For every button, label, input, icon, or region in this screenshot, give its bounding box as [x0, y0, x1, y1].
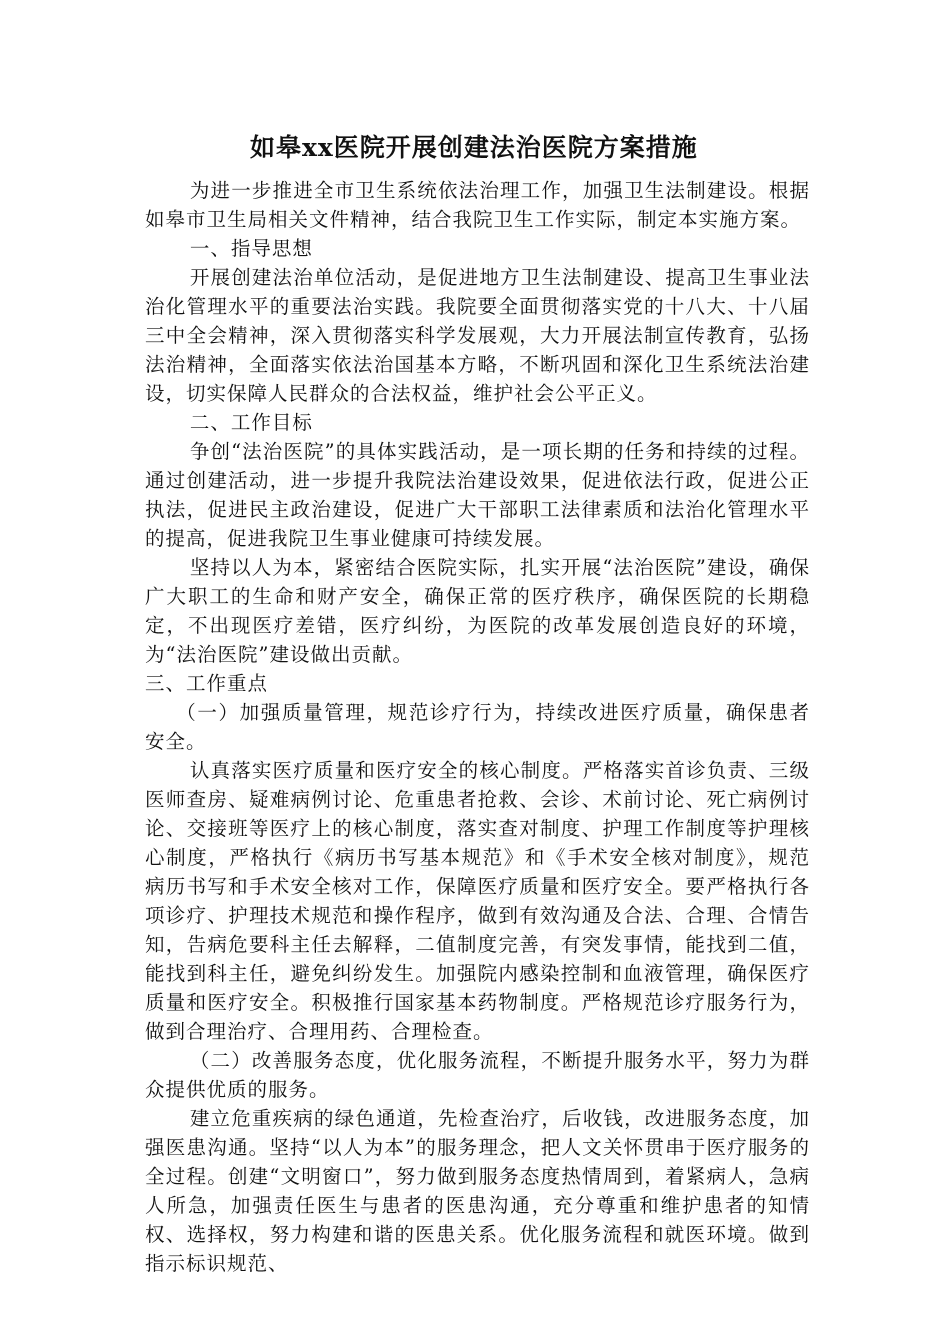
document-page — [145, 130, 810, 1278]
work-goals-paragraph: 争创“法治医院”的具体实践活动，是一项长期的任务和持续的过程。通过创建活动，进一步提升我院法治建设效果，促进依法行政，促进公正执法，促进民主政治建设，促进广大干部职工法律素质和法治化管理水平的提高，促进我院卫生事业健康可持续发展。 — [145, 440, 810, 550]
guiding-ideology-paragraph: 开展创建法治单位活动，是促进地方卫生法制建设、提高卫生事业法治化管理水平的重要法治实践。我院要全面贯彻落实党的十八大、十八届三中全会精神，深入贯彻落实科学发展观，大力开展法制宣传教育，弘扬法治精神，全面落实依法治国基本方略，不断巩固和深化卫生系统法治建设，切实保障人民群众的合法权益，维护社会公平正义。 — [145, 266, 810, 405]
section-heading-guiding-ideology: 一、指导思想 — [189, 237, 313, 260]
document-title: 如皋xx医院开展创建法治医院方案措施 — [250, 133, 698, 162]
section-heading-work-goals: 二、工作目标 — [189, 411, 313, 434]
people-oriented-paragraph: 坚持以人为本，紧密结合医院实际，扎实开展“法治医院”建设，确保广大职工的生命和财产安全，确保正常的医疗秩序，确保医院的长期稳定，不出现医疗差错，医疗纠纷，为医院的改革发展创造良好的环境，为“法治医院”建设做出贡献。 — [145, 556, 810, 666]
subsection-heading-service-improvement: （二）改善服务态度，优化服务流程，不断提升服务水平，努力为群众提供优质的服务。 — [145, 1049, 810, 1101]
section-heading-work-focus: 三、工作重点 — [145, 672, 269, 695]
subsection-heading-quality-management: （一）加强质量管理，规范诊疗行为，持续改进医疗质量，确保患者安全。 — [145, 701, 810, 753]
intro-paragraph: 为进一步推进全市卫生系统依法治理工作，加强卫生法制建设。根据如皋市卫生局相关文件精神，结合我院卫生工作实际，制定本实施方案。 — [145, 179, 810, 231]
service-improvement-paragraph: 建立危重疾病的绿色通道，先检查治疗，后收钱，改进服务态度，加强医患沟通。坚持“以人为本”的服务理念，把人文关怀贯串于医疗服务的全过程。创建“文明窗口”，努力做到服务态度热情周到，着紧病人，急病人所急，加强责任医生与患者的医患沟通，充分尊重和维护患者的知情权、选择权，努力构建和谐的医患关系。优化服务流程和就医环境。做到指示标识规范、 — [145, 1107, 810, 1275]
quality-management-paragraph: 认真落实医疗质量和医疗安全的核心制度。严格落实首诊负责、三级医师查房、疑难病例讨论、危重患者抢救、会诊、术前讨论、死亡病例讨论、交接班等医疗上的核心制度，落实查对制度、护理工作制度等护理核心制度，严格执行《病历书写基本规范》和《手术安全核对制度》，规范病历书写和手术安全核对工作，保障医疗质量和医疗安全。要严格执行各项诊疗、护理技术规范和操作程序，做到有效沟通及合法、合理、合情告知，告病危要科主任去解释，二值制度完善，有突发事情，能找到二值，能找到科主任，避免纠纷发生。加强院内感染控制和血液管理，确保医疗质量和医疗安全。积极推行国家基本药物制度。严格规范诊疗服务行为，做到合理治疗、合理用药、合理检查。 — [145, 759, 810, 1043]
